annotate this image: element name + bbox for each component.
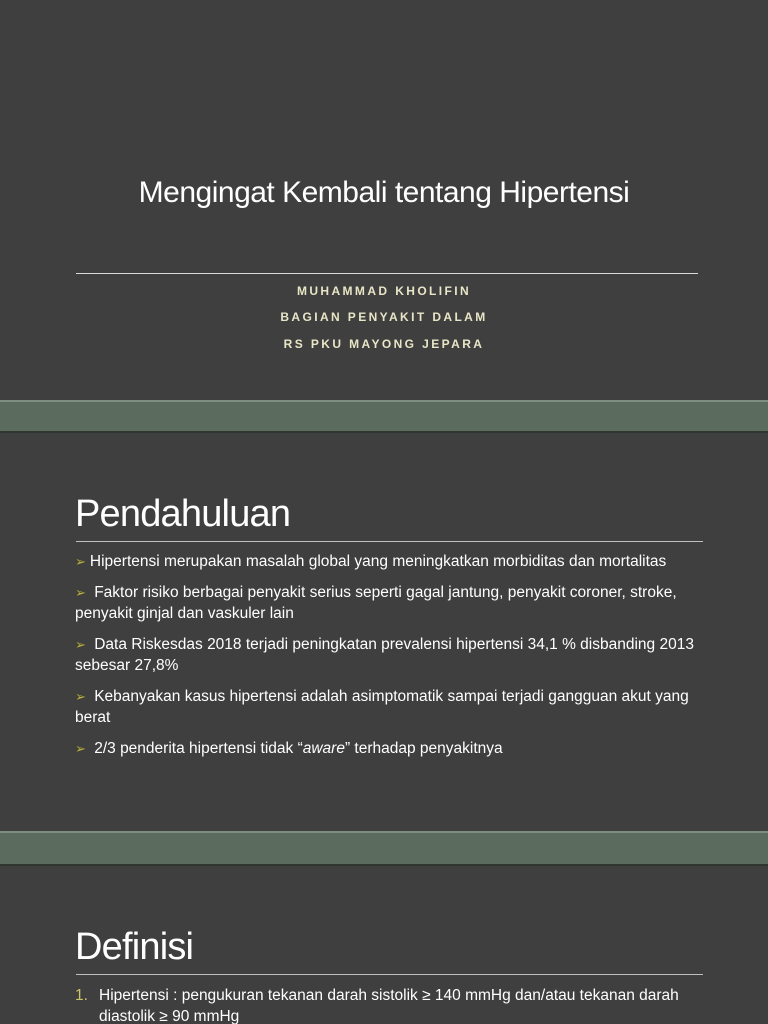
author-name: MUHAMMAD KHOLIFIN — [296, 284, 472, 298]
author-hospital: RS PKU MAYONG JEPARA — [283, 337, 485, 351]
slide-separator — [0, 400, 768, 433]
slide-separator — [0, 831, 768, 866]
slide-heading: Pendahuluan — [75, 493, 291, 535]
presentation-title: Mengingat Kembali tentang Hipertensi — [138, 176, 630, 209]
slide-heading: Definisi — [75, 926, 194, 968]
numbered-item — [75, 985, 705, 1024]
arrow-bullet-icon: ➢ — [75, 689, 86, 704]
bullet-item: ➢ Hipertensi merupakan masalah global yang meningkatkan morbiditas dan mortalitas — [75, 553, 667, 570]
arrow-bullet-icon: ➢ — [75, 554, 86, 569]
bullet-item: ➢ Kebanyakan kasus hipertensi adalah asimptomatik sampai terjadi gangguan akut yang berat — [75, 688, 689, 726]
arrow-bullet-icon: ➢ — [75, 637, 86, 652]
bullet-item: ➢ 2/3 penderita hipertensi tidak “aware” terhadap penyakitnya — [75, 740, 503, 757]
numbered-list — [75, 985, 705, 1024]
pendahuluan-slide — [0, 433, 768, 831]
item-number: 1. — [75, 987, 88, 1004]
arrow-bullet-icon: ➢ — [75, 741, 86, 756]
bullet-item: ➢ Faktor risiko berbagai penyakit serius seperti gagal jantung, penyakit coroner, stroke, penyakit ginjal dan vaskuler lain — [75, 584, 677, 622]
item-text: Hipertensi : pengukuran tekanan darah sistolik ≥ 140 mmHg dan/atau tekanan darah diastolik ≥ 90 mmHg — [99, 987, 679, 1024]
heading-divider — [76, 541, 703, 542]
title-slide — [0, 0, 768, 400]
author-department: BAGIAN PENYAKIT DALAM — [280, 310, 488, 324]
bullet-list — [75, 551, 705, 769]
bullet-item: ➢ Data Riskesdas 2018 terjadi peningkatan prevalensi hipertensi 34,1 % disbanding 2013 sebesar 27,8% — [75, 636, 694, 674]
title-divider — [76, 273, 698, 274]
heading-divider — [76, 974, 703, 975]
definisi-slide — [0, 866, 768, 1024]
arrow-bullet-icon: ➢ — [75, 585, 86, 600]
